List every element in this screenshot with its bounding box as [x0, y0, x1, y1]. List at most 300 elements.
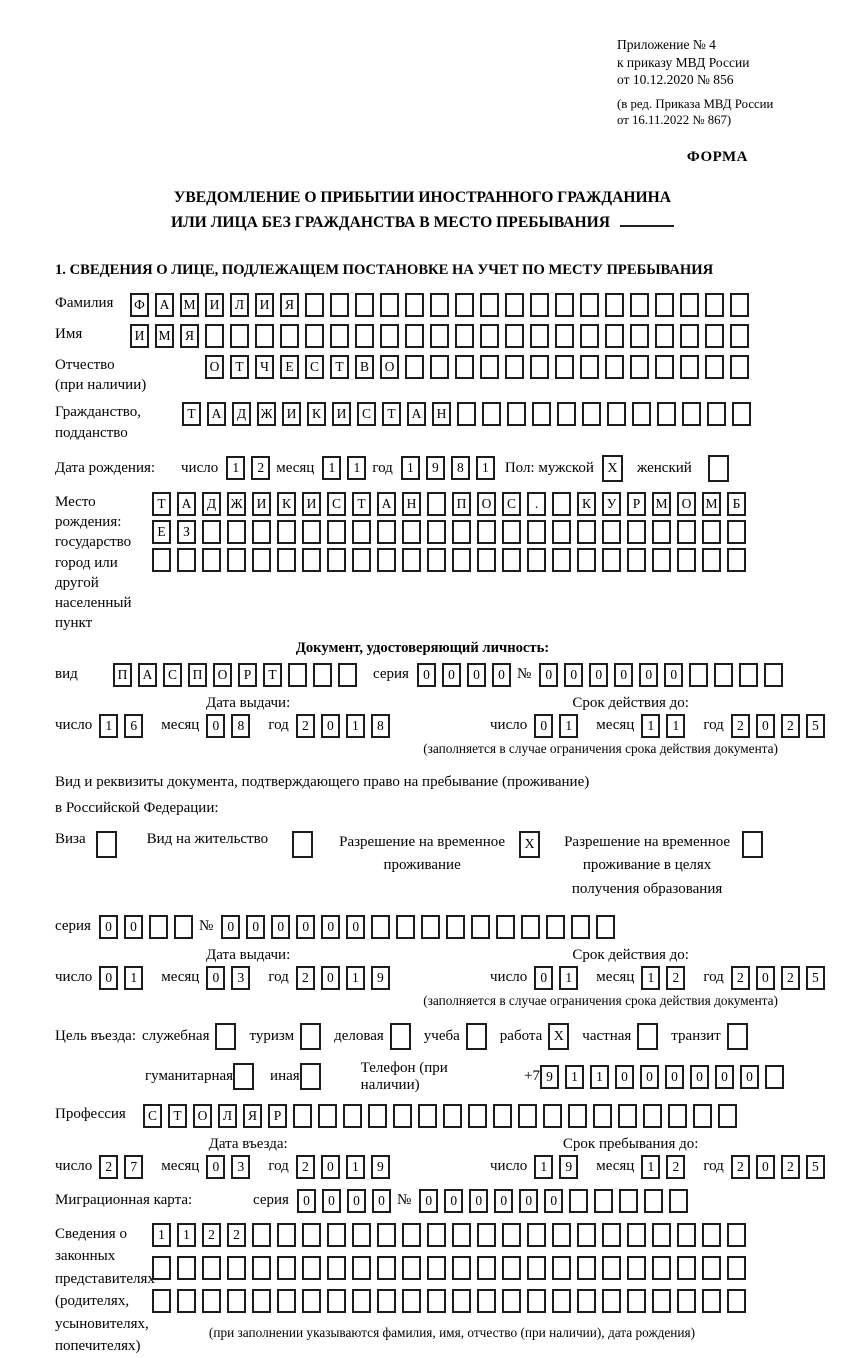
form-cell: 0: [519, 1189, 538, 1213]
form-cell: И: [205, 293, 224, 317]
form-cell: [455, 355, 474, 379]
purpose-business-checkbox: [390, 1023, 411, 1050]
form-cell: 0: [206, 1155, 225, 1179]
form-cell: [227, 1256, 246, 1280]
surname-cells: [130, 293, 755, 317]
month-label: месяц: [161, 1158, 200, 1175]
form-cell: [377, 520, 396, 544]
form-cell: [627, 1256, 646, 1280]
form-cell: 0: [99, 915, 118, 939]
form-cell: [605, 293, 624, 317]
form-cell: 2: [296, 1155, 315, 1179]
edu-permit-checkbox: [742, 831, 763, 858]
form-cell: [152, 1289, 171, 1313]
form-cell: [252, 520, 271, 544]
form-cell: 0: [469, 1189, 488, 1213]
form-cell: [402, 520, 421, 544]
residence-restriction-note: (заполняется в случае ограничения срока действия документа): [423, 992, 778, 1008]
birth-place-label3: город или другой: [55, 554, 118, 591]
form-cell: [602, 548, 621, 572]
form-cell: [327, 520, 346, 544]
form-cell: [205, 324, 224, 348]
form-cell: [702, 1289, 721, 1313]
form-cell: 2: [666, 1155, 685, 1179]
form-cell: [577, 520, 596, 544]
form-cell: 0: [615, 1065, 634, 1089]
form-cell: [96, 831, 117, 858]
form-cell: [427, 1223, 446, 1247]
citizenship-label-block: [55, 402, 182, 443]
form-cell: [352, 1223, 371, 1247]
day-label: число: [181, 459, 219, 476]
form-cell: М: [155, 324, 174, 348]
form-cell: [318, 1104, 337, 1128]
purpose-other-checkbox: [300, 1063, 321, 1090]
year-label: год: [372, 459, 393, 476]
form-cell: 0: [534, 714, 553, 738]
residence-dates-row: [55, 966, 819, 990]
form-cell: [215, 1023, 236, 1050]
year-label: год: [703, 1158, 724, 1175]
form-cell: [466, 1023, 487, 1050]
form-cell: [718, 1104, 737, 1128]
citizenship-label: Гражданство,: [55, 404, 142, 421]
form-cell: [677, 1223, 696, 1247]
form-cell: [177, 1256, 196, 1280]
form-cell: [689, 663, 708, 687]
form-cell: [377, 1223, 396, 1247]
day-label: число: [490, 1158, 528, 1175]
form-cell: И: [130, 324, 149, 348]
citizenship-row: [55, 402, 790, 443]
form-cell: [552, 1223, 571, 1247]
purpose-transit-label: транзит: [671, 1027, 721, 1044]
form-cell: [338, 663, 357, 687]
form-cell: Т: [152, 492, 171, 516]
option-temp-permit: [339, 831, 540, 878]
form-cell: 0: [640, 1065, 659, 1089]
form-cell: [443, 1104, 462, 1128]
form-cell: Т: [182, 402, 201, 426]
form-cell: [502, 1289, 521, 1313]
form-cell: [477, 1223, 496, 1247]
profession-row: [55, 1104, 790, 1128]
form-cell: Т: [168, 1104, 187, 1128]
form-cell: [552, 1289, 571, 1313]
month-label: месяц: [161, 717, 200, 734]
number-label: №: [516, 666, 532, 683]
birth-month-cells: [322, 456, 372, 480]
form-cell: [471, 915, 490, 939]
representatives-row: [55, 1223, 790, 1358]
form-cell: Д: [202, 492, 221, 516]
surname-label: Фамилия: [55, 294, 114, 311]
form-cell: А: [138, 663, 157, 687]
form-cell: [380, 293, 399, 317]
form-cell: [507, 402, 526, 426]
form-cell: 8: [451, 456, 470, 480]
form-cell: У: [602, 492, 621, 516]
identity-kind-label: вид: [55, 666, 78, 683]
form-cell: 0: [664, 663, 683, 687]
form-cell: 1: [124, 966, 143, 990]
form-cell: [727, 1289, 746, 1313]
form-cell: 0: [442, 663, 461, 687]
form-cell: 1: [401, 456, 420, 480]
form-cell: [482, 402, 501, 426]
form-cell: О: [477, 492, 496, 516]
form-cell: 0: [99, 966, 118, 990]
form-cell: [727, 1023, 748, 1050]
form-cell: Р: [268, 1104, 287, 1128]
form-cell: Т: [382, 402, 401, 426]
form-cell: 2: [251, 456, 270, 480]
form-cell: [607, 402, 626, 426]
identity-valid-year: [731, 714, 831, 738]
form-cell: [427, 520, 446, 544]
migration-series-cells: [297, 1189, 397, 1213]
form-cell: 0: [467, 663, 486, 687]
visa-checkbox: [96, 831, 117, 858]
residence-number-cells: [221, 915, 621, 939]
form-cell: [702, 1223, 721, 1247]
representatives-cells-row3: [152, 1289, 752, 1313]
form-cell: 0: [614, 663, 633, 687]
form-cell: [149, 915, 168, 939]
form-cell: Н: [432, 402, 451, 426]
form-cell: [402, 1223, 421, 1247]
purpose-study-checkbox: [466, 1023, 487, 1050]
form-cell: 2: [296, 966, 315, 990]
form-cell: И: [255, 293, 274, 317]
form-cell: [527, 548, 546, 572]
form-cell: 2: [781, 1155, 800, 1179]
representatives-cells-row1: [152, 1223, 752, 1247]
form-cell: [227, 548, 246, 572]
form-cell: 2: [296, 714, 315, 738]
form-cell: [327, 1289, 346, 1313]
form-cell: [552, 548, 571, 572]
form-cell: А: [207, 402, 226, 426]
purpose-official-checkbox: [215, 1023, 236, 1050]
form-cell: [174, 915, 193, 939]
form-cell: [402, 1289, 421, 1313]
form-cell: [619, 1189, 638, 1213]
form-cell: 5: [806, 1155, 825, 1179]
form-cell: 0: [321, 1155, 340, 1179]
form-cell: 9: [559, 1155, 578, 1179]
citizenship-label2: подданство: [55, 424, 128, 441]
form-cell: [477, 548, 496, 572]
form-cell: [605, 324, 624, 348]
gender-male-checkbox: [602, 455, 623, 482]
form-cell: [352, 1256, 371, 1280]
form-cell: [505, 355, 524, 379]
form-cell: [377, 1289, 396, 1313]
purpose-other-label: иная: [270, 1068, 300, 1085]
form-cell: [552, 1256, 571, 1280]
form-cell: [630, 355, 649, 379]
form-cell: 1: [177, 1223, 196, 1247]
form-cell: 8: [231, 714, 250, 738]
form-cell: [371, 915, 390, 939]
form-cell: [577, 548, 596, 572]
birth-place-cells-row2: [152, 520, 752, 544]
form-cell: .: [527, 492, 546, 516]
form-cell: [352, 548, 371, 572]
form-cell: [300, 1063, 321, 1090]
form-cell: [702, 1256, 721, 1280]
birth-date-row: [55, 455, 790, 482]
day-label: число: [490, 717, 528, 734]
form-cell: [252, 1289, 271, 1313]
residence-options-row: [55, 831, 790, 901]
form-cell: [452, 1223, 471, 1247]
form-cell: [602, 1223, 621, 1247]
form-cell: [555, 355, 574, 379]
form-cell: 0: [347, 1189, 366, 1213]
form-cell: 0: [206, 714, 225, 738]
form-cell: [602, 1289, 621, 1313]
identity-valid-month: [641, 714, 691, 738]
form-cell: [302, 1256, 321, 1280]
form-cell: 8: [371, 714, 390, 738]
form-cell: 0: [534, 966, 553, 990]
form-cell: [277, 1223, 296, 1247]
form-cell: [502, 1256, 521, 1280]
form-cell: С: [357, 402, 376, 426]
form-cell: [368, 1104, 387, 1128]
form-cell: Р: [238, 663, 257, 687]
form-cell: [652, 1256, 671, 1280]
migration-card-row: [55, 1189, 790, 1213]
form-cell: С: [163, 663, 182, 687]
form-cell: [730, 293, 749, 317]
form-cell: 0: [665, 1065, 684, 1089]
surname-row: [55, 293, 790, 317]
form-cell: 2: [731, 966, 750, 990]
residence-valid-day: [534, 966, 584, 990]
residence-issue-day: [99, 966, 149, 990]
temp-permit-checkbox: [519, 831, 540, 858]
form-cell: О: [213, 663, 232, 687]
form-cell: [727, 1223, 746, 1247]
form-cell: [530, 293, 549, 317]
form-cell: [693, 1104, 712, 1128]
purpose-tourism-label: туризм: [249, 1027, 295, 1044]
form-cell: [393, 1104, 412, 1128]
form-cell: [427, 548, 446, 572]
phone-cells: [540, 1065, 790, 1089]
form-cell: [343, 1104, 362, 1128]
form-cell: [480, 324, 499, 348]
form-cell: [627, 548, 646, 572]
purpose-work-checkbox: [548, 1023, 569, 1050]
form-cell: 0: [756, 714, 775, 738]
gender-female-checkbox: [708, 455, 729, 482]
form-cell: [652, 548, 671, 572]
form-cell: Т: [263, 663, 282, 687]
form-cell: [452, 520, 471, 544]
form-cell: [739, 663, 758, 687]
form-cell: 2: [99, 1155, 118, 1179]
form-cell: [580, 355, 599, 379]
form-cell: [552, 520, 571, 544]
form-cell: [571, 915, 590, 939]
form-cell: 1: [152, 1223, 171, 1247]
form-cell: [233, 1063, 254, 1090]
form-cell: 1: [565, 1065, 584, 1089]
form-cell: [652, 1289, 671, 1313]
form-cell: 9: [371, 1155, 390, 1179]
form-cell: [605, 355, 624, 379]
phone-prefix: +7: [524, 1068, 540, 1085]
form-cell: 0: [564, 663, 583, 687]
form-cell: 0: [296, 915, 315, 939]
form-cell: [452, 548, 471, 572]
phone-label: Телефон (при наличии): [360, 1059, 448, 1093]
identity-issue-month: [206, 714, 256, 738]
form-cell: [568, 1104, 587, 1128]
form-cell: 0: [419, 1189, 438, 1213]
form-cell: 0: [544, 1189, 563, 1213]
birth-place-label4: населенный пункт: [55, 595, 132, 632]
form-cell: 0: [494, 1189, 513, 1213]
form-cell: [177, 548, 196, 572]
form-cell: [630, 324, 649, 348]
form-cell: О: [193, 1104, 212, 1128]
edition-line: от 16.11.2022 № 867): [617, 113, 732, 128]
valid-until-heading: Срок действия до:: [572, 946, 689, 963]
residence-valid-group: [490, 966, 843, 990]
stay-until-heading: Срок пребывания до:: [562, 1135, 699, 1152]
form-cell: [152, 548, 171, 572]
form-cell: [493, 1104, 512, 1128]
day-label: число: [55, 717, 93, 734]
form-cell: К: [307, 402, 326, 426]
form-cell: [527, 1223, 546, 1247]
representatives-cells-block: [152, 1223, 752, 1341]
form-cell: Е: [152, 520, 171, 544]
form-cell: 2: [781, 966, 800, 990]
identity-issue-year: [296, 714, 396, 738]
form-cell: [630, 293, 649, 317]
form-cell: [652, 520, 671, 544]
form-cell: [302, 548, 321, 572]
birth-day-cells: [226, 456, 276, 480]
form-cell: 1: [666, 714, 685, 738]
profession-label: Профессия: [55, 1105, 126, 1122]
form-cell: К: [277, 492, 296, 516]
form-cell: Я: [243, 1104, 262, 1128]
form-cell: [580, 293, 599, 317]
month-label: месяц: [596, 969, 635, 986]
form-cell: [627, 520, 646, 544]
form-cell: [430, 324, 449, 348]
form-title-line2-wrap: [55, 211, 790, 236]
number-label: №: [396, 1192, 412, 1209]
form-cell: [637, 1023, 658, 1050]
form-cell: [280, 324, 299, 348]
entry-day: [99, 1155, 149, 1179]
option-residence-permit: [147, 831, 313, 858]
form-cell: [643, 1104, 662, 1128]
form-cell: О: [205, 355, 224, 379]
form-cell: [702, 548, 721, 572]
year-label: год: [268, 717, 289, 734]
form-cell: Е: [280, 355, 299, 379]
form-cell: М: [702, 492, 721, 516]
form-cell: [582, 402, 601, 426]
form-cell: [655, 324, 674, 348]
form-cell: [252, 548, 271, 572]
form-cell: Ж: [227, 492, 246, 516]
form-cell: И: [302, 492, 321, 516]
form-cell: [330, 324, 349, 348]
form-cell: [677, 520, 696, 544]
form-cell: 0: [690, 1065, 709, 1089]
form-cell: А: [407, 402, 426, 426]
form-cell: [765, 1065, 784, 1089]
identity-valid-day: [534, 714, 584, 738]
month-label: месяц: [596, 717, 635, 734]
form-cell: 5: [806, 714, 825, 738]
form-cell: Д: [232, 402, 251, 426]
form-cell: [477, 520, 496, 544]
form-cell: [255, 324, 274, 348]
form-cell: [330, 293, 349, 317]
form-cell: [602, 1256, 621, 1280]
form-cell: [705, 355, 724, 379]
residence-valid-year: [731, 966, 831, 990]
form-cell: [380, 324, 399, 348]
form-cell: [377, 548, 396, 572]
series-label: серия: [55, 918, 91, 935]
form-cell: 0: [322, 1189, 341, 1213]
form-cell: [477, 1289, 496, 1313]
form-cell: [518, 1104, 537, 1128]
identity-kind-cells: [113, 663, 363, 687]
entry-dates-row: [55, 1155, 819, 1179]
stay-month: [641, 1155, 691, 1179]
purpose-private-label: частная: [582, 1027, 632, 1044]
purpose-humanitarian-checkbox: [233, 1063, 254, 1090]
form-cell: О: [677, 492, 696, 516]
form-cell: [202, 1256, 221, 1280]
form-cell: 0: [444, 1189, 463, 1213]
form-cell: [390, 1023, 411, 1050]
identity-doc-heading: Документ, удостоверяющий личность:: [295, 639, 550, 656]
form-cell: Л: [218, 1104, 237, 1128]
form-cell: М: [652, 492, 671, 516]
form-cell: Ч: [255, 355, 274, 379]
purpose-private-checkbox: [637, 1023, 658, 1050]
form-cell: [532, 402, 551, 426]
form-cell: [468, 1104, 487, 1128]
form-cell: 2: [731, 1155, 750, 1179]
form-cell: [455, 293, 474, 317]
identity-date-headings: [55, 695, 790, 712]
form-cell: [480, 293, 499, 317]
form-cell: [427, 1289, 446, 1313]
form-cell: [594, 1189, 613, 1213]
entry-year: [296, 1155, 396, 1179]
form-cell: [480, 355, 499, 379]
month-label: месяц: [276, 459, 315, 476]
form-cell: [732, 402, 751, 426]
form-cell: [655, 293, 674, 317]
form-cell: 0: [321, 714, 340, 738]
